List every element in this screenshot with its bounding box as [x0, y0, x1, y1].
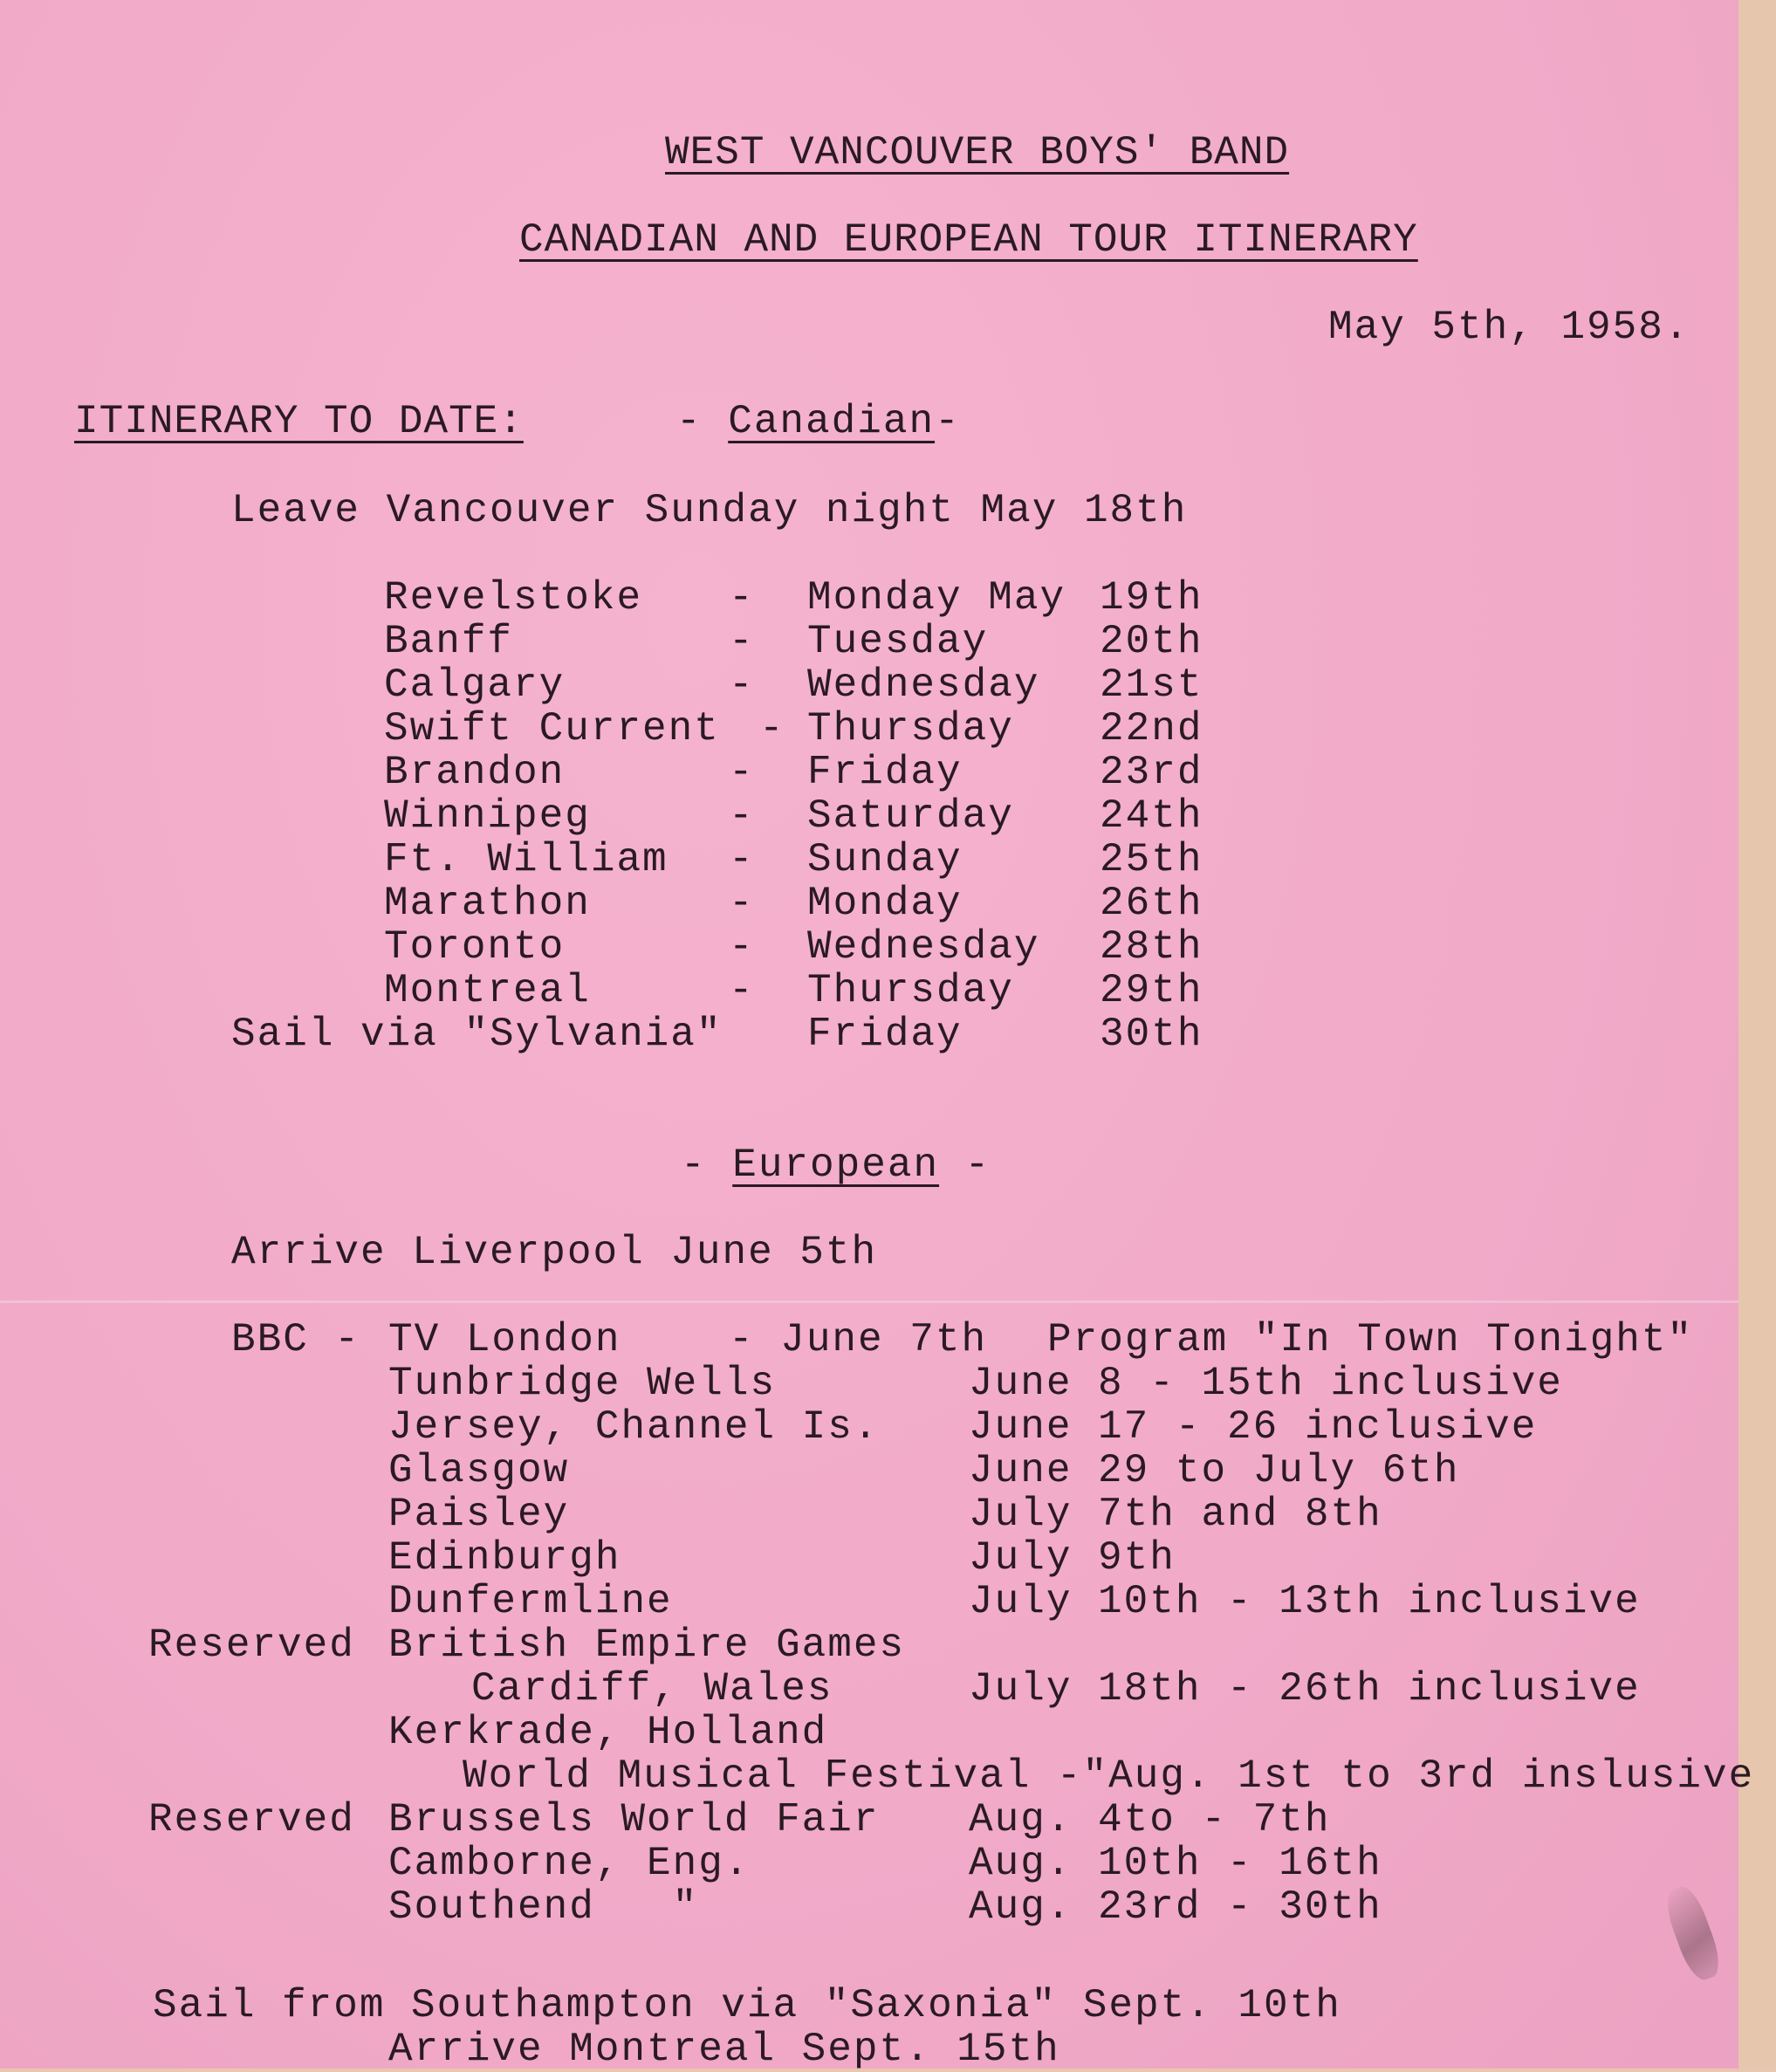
- stop-place: Banff: [384, 619, 514, 664]
- paper-fold: [0, 1300, 1738, 1303]
- stop-place: Montreal: [384, 968, 591, 1013]
- stop-date: 21st: [1100, 662, 1203, 708]
- stop-date: June 8 - 15th inclusive: [969, 1361, 1563, 1406]
- stop-place: Glasgow: [388, 1448, 570, 1493]
- document-title: WEST VANCOUVER BOYS' BAND: [665, 130, 1290, 175]
- stop-day: Friday: [807, 750, 963, 795]
- stop-day: Monday: [807, 881, 963, 926]
- heading-dash: -: [681, 1142, 733, 1188]
- stop-sep: -: [729, 881, 755, 926]
- stop-date: June 17 - 26 inclusive: [969, 1404, 1538, 1450]
- european-heading-text: European: [732, 1142, 940, 1188]
- european-heading: [681, 1142, 991, 1188]
- kerkrade-place: Kerkrade, Holland: [388, 1710, 828, 1755]
- stop-sep: -: [759, 706, 785, 751]
- stop-place: Southend ": [388, 1884, 699, 1930]
- stop-date: 24th: [1100, 793, 1203, 839]
- stop-place: Paisley: [388, 1492, 570, 1537]
- stop-date: Aug. 10th - 16th: [969, 1841, 1382, 1886]
- stop-date: 28th: [1100, 924, 1203, 970]
- stop-date: 23rd: [1100, 750, 1203, 795]
- stop-sep: -: [729, 968, 755, 1013]
- stop-place: Edinburgh: [388, 1535, 621, 1581]
- brussels-place: Brussels World Fair: [388, 1797, 880, 1842]
- stop-sep: -: [729, 924, 755, 970]
- stop-place: Dunfermline: [388, 1579, 673, 1624]
- stop-date: Aug. 23rd - 30th: [969, 1884, 1382, 1930]
- stop-date: 26th: [1100, 881, 1203, 926]
- stop-date: 30th: [1100, 1012, 1203, 1057]
- stop-day: Sunday: [807, 837, 963, 882]
- stop-date: July 7th and 8th: [969, 1492, 1382, 1537]
- kerkrade-event: World Musical Festival -"Aug. 1st to 3rd inslusive: [463, 1753, 1755, 1799]
- stop-day: Monday May: [807, 575, 1066, 621]
- stop-day: Thursday: [807, 968, 1014, 1013]
- stop-sep: -: [729, 662, 755, 708]
- stop-date: 25th: [1100, 837, 1203, 882]
- heading-dash: -: [939, 1142, 991, 1188]
- stop-day: Saturday: [807, 793, 1014, 839]
- stop-date: 22nd: [1100, 706, 1203, 751]
- stop-place: Ft. William: [384, 837, 669, 882]
- document-subtitle: CANADIAN AND EUROPEAN TOUR ITINERARY: [519, 217, 1418, 263]
- canadian-heading: [676, 401, 961, 442]
- stop-day: Tuesday: [807, 619, 989, 664]
- stop-sep: -: [729, 837, 755, 882]
- stop-sep: -: [729, 619, 755, 664]
- stop-place: Calgary: [384, 662, 566, 708]
- empire-games-place: Cardiff, Wales: [471, 1666, 833, 1712]
- stop-sep: -: [729, 793, 755, 839]
- departure-line: Leave Vancouver Sunday night May 18th: [231, 488, 1188, 533]
- stop-day: Thursday: [807, 706, 1014, 751]
- stop-place: Swift Current: [384, 706, 720, 751]
- arrival-line: Arrive Liverpool June 5th: [231, 1230, 878, 1275]
- bbc-prefix: BBC -: [231, 1317, 361, 1362]
- stop-place: Winnipeg: [384, 793, 591, 839]
- stop-sep: -: [729, 575, 755, 621]
- stop-place: Camborne, Eng.: [388, 1841, 751, 1886]
- stop-place: Revelstoke: [384, 575, 643, 621]
- empire-games-date: July 18th - 26th inclusive: [969, 1666, 1641, 1712]
- sail-line: Sail via "Sylvania": [231, 1012, 723, 1057]
- stop-day: Friday: [807, 1012, 963, 1057]
- stop-sep: -: [729, 750, 755, 795]
- stop-place: Brandon: [384, 750, 566, 795]
- brussels-date: Aug. 4to - 7th: [969, 1797, 1331, 1842]
- reserved-label: Reserved: [148, 1623, 355, 1668]
- return-sail-line: Sail from Southampton via "Saxonia" Sept. 10th: [153, 1983, 1341, 2028]
- stop-date: 20th: [1100, 619, 1203, 664]
- stop-place: Toronto: [384, 924, 566, 970]
- stop-date: July 10th - 13th inclusive: [969, 1579, 1641, 1624]
- stop-date: 19th: [1100, 575, 1203, 621]
- empire-games-event: British Empire Games: [388, 1623, 906, 1668]
- stop-place: Tunbridge Wells: [388, 1361, 777, 1406]
- heading-dash: -: [676, 399, 729, 444]
- stop-day: Wednesday: [807, 662, 1040, 708]
- stop-date: 29th: [1100, 968, 1203, 1013]
- reserved-label: Reserved: [148, 1797, 355, 1842]
- bbc-note: Program "In Town Tonight": [1047, 1317, 1694, 1362]
- section-label: ITINERARY TO DATE:: [74, 399, 524, 444]
- canadian-heading-text: Canadian: [728, 399, 936, 444]
- document-date: May 5th, 1958.: [1328, 305, 1690, 350]
- stop-date: June 29 to July 6th: [969, 1448, 1460, 1493]
- stop-place: Jersey, Channel Is.: [388, 1404, 880, 1450]
- stop-date: July 9th: [969, 1535, 1176, 1581]
- stop-place: Marathon: [384, 881, 591, 926]
- heading-dash: -: [935, 399, 961, 444]
- bbc-place: TV London: [388, 1317, 621, 1362]
- return-arrive-line: Arrive Montreal Sept. 15th: [388, 2027, 1060, 2072]
- bbc-date: - June 7th: [729, 1317, 988, 1362]
- stop-day: Wednesday: [807, 924, 1040, 970]
